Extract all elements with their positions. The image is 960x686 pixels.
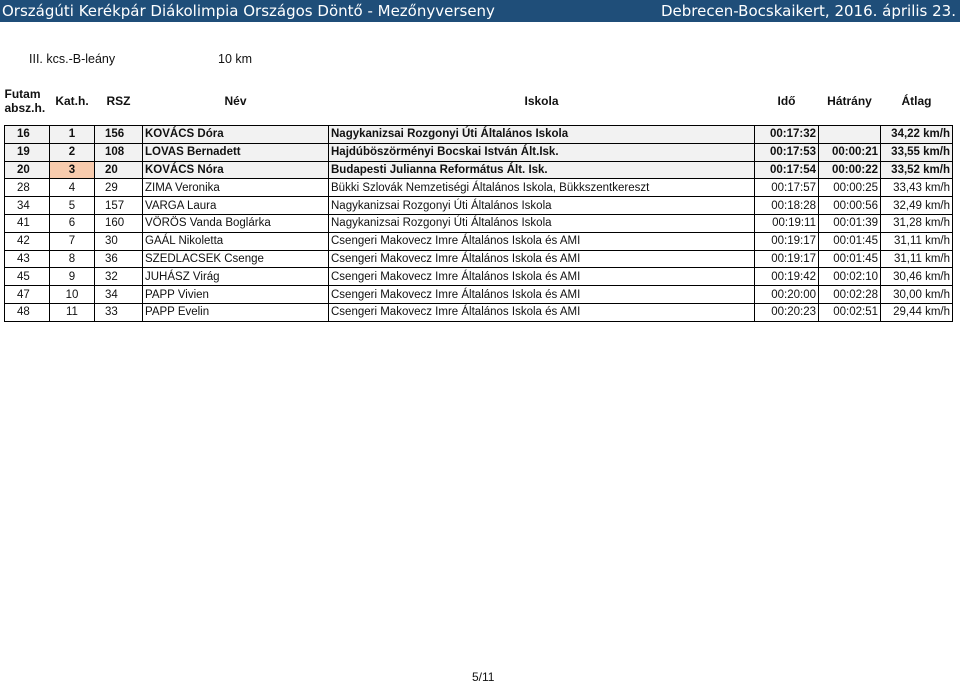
cell-nev: KOVÁCS Nóra	[143, 161, 329, 179]
cell-hatrany: 00:00:25	[819, 179, 881, 197]
header-atlag: Átlag	[901, 94, 932, 108]
category-distance: 10 km	[218, 52, 253, 66]
cell-ido: 00:19:11	[755, 214, 819, 232]
cell-hatrany: 00:00:56	[819, 197, 881, 215]
cell-nev: GAÁL Nikoletta	[143, 232, 329, 250]
cell-hatrany: 00:01:39	[819, 214, 881, 232]
cell-futam: 34	[5, 197, 50, 215]
cell-rsz: 157	[95, 197, 143, 215]
event-title: Országúti Kerékpár Diákolimpia Országos Döntő - Mezőnyverseny	[2, 2, 495, 20]
cell-ido: 00:19:17	[755, 232, 819, 250]
cell-kat: 2	[50, 143, 95, 161]
cell-atlag: 33,52 km/h	[881, 161, 953, 179]
results-body	[5, 126, 953, 322]
cell-iskola: Nagykanizsai Rozgonyi Úti Általános Iskola	[329, 197, 755, 215]
cell-nev: PAPP Evelin	[143, 303, 329, 321]
cell-nev: ZIMA Veronika	[143, 179, 329, 197]
cell-hatrany: 00:00:22	[819, 161, 881, 179]
cell-kat: 9	[50, 268, 95, 286]
cell-ido: 00:17:54	[755, 161, 819, 179]
cell-kat: 3	[50, 161, 95, 179]
cell-ido: 00:19:17	[755, 250, 819, 268]
cell-hatrany: 00:00:21	[819, 143, 881, 161]
cell-atlag: 33,43 km/h	[881, 179, 953, 197]
cell-nev: SZEDLACSEK Csenge	[143, 250, 329, 268]
cell-atlag: 30,00 km/h	[881, 286, 953, 304]
cell-atlag: 30,46 km/h	[881, 268, 953, 286]
event-location-date: Debrecen-Bocskaikert, 2016. április 23.	[660, 2, 956, 20]
header-hatrany: Hátrány	[827, 94, 872, 108]
cell-rsz: 30	[95, 232, 143, 250]
cell-rsz: 108	[95, 143, 143, 161]
cell-hatrany: 00:02:10	[819, 268, 881, 286]
cell-kat: 10	[50, 286, 95, 304]
table-row	[5, 250, 953, 268]
cell-atlag: 31,11 km/h	[881, 250, 953, 268]
cell-ido: 00:19:42	[755, 268, 819, 286]
cell-futam: 47	[5, 286, 50, 304]
header-ido: Idő	[777, 94, 796, 108]
cell-rsz: 156	[95, 126, 143, 144]
cell-hatrany	[819, 126, 881, 144]
table-row	[5, 143, 953, 161]
cell-nev: VARGA Laura	[143, 197, 329, 215]
cell-atlag: 29,44 km/h	[881, 303, 953, 321]
category-name: III. kcs.-B-leány	[29, 52, 116, 66]
cell-rsz: 160	[95, 214, 143, 232]
cell-hatrany: 00:02:51	[819, 303, 881, 321]
cell-kat: 7	[50, 232, 95, 250]
table-row	[5, 232, 953, 250]
results-table	[4, 80, 953, 322]
cell-futam: 42	[5, 232, 50, 250]
cell-nev: VÖRÖS Vanda Boglárka	[143, 214, 329, 232]
cell-futam: 41	[5, 214, 50, 232]
cell-nev: PAPP Vivien	[143, 286, 329, 304]
table-row	[5, 214, 953, 232]
cell-iskola: Csengeri Makovecz Imre Általános Iskola és AMI	[329, 232, 755, 250]
cell-ido: 00:17:32	[755, 126, 819, 144]
cell-rsz: 32	[95, 268, 143, 286]
cell-ido: 00:20:23	[755, 303, 819, 321]
cell-nev: LOVAS Bernadett	[143, 143, 329, 161]
table-row	[5, 179, 953, 197]
cell-futam: 19	[5, 143, 50, 161]
cell-iskola: Nagykanizsai Rozgonyi Úti Általános Iskola	[329, 214, 755, 232]
cell-ido: 00:17:53	[755, 143, 819, 161]
cell-iskola: Hajdúböszörményi Bocskai István Ált.Isk.	[329, 143, 755, 161]
header-futam: Futam absz.h.	[4, 87, 46, 115]
cell-futam: 45	[5, 268, 50, 286]
cell-kat: 4	[50, 179, 95, 197]
cell-futam: 16	[5, 126, 50, 144]
table-row	[5, 268, 953, 286]
table-row	[5, 126, 953, 144]
cell-hatrany: 00:01:45	[819, 232, 881, 250]
cell-iskola: Csengeri Makovecz Imre Általános Iskola és AMI	[329, 286, 755, 304]
cell-iskola: Csengeri Makovecz Imre Általános Iskola és AMI	[329, 268, 755, 286]
cell-kat: 11	[50, 303, 95, 321]
cell-futam: 20	[5, 161, 50, 179]
table-row	[5, 197, 953, 215]
cell-nev: JUHÁSZ Virág	[143, 268, 329, 286]
cell-atlag: 31,28 km/h	[881, 214, 953, 232]
cell-hatrany: 00:02:28	[819, 286, 881, 304]
cell-atlag: 33,55 km/h	[881, 143, 953, 161]
cell-ido: 00:18:28	[755, 197, 819, 215]
cell-futam: 43	[5, 250, 50, 268]
cell-atlag: 32,49 km/h	[881, 197, 953, 215]
table-row	[5, 161, 953, 179]
cell-atlag: 34,22 km/h	[881, 126, 953, 144]
cell-hatrany: 00:01:45	[819, 250, 881, 268]
cell-rsz: 34	[95, 286, 143, 304]
header-rsz: RSZ	[106, 94, 131, 108]
cell-kat: 8	[50, 250, 95, 268]
cell-iskola: Bükki Szlovák Nemzetiségi Általános Iskola, Bükkszentkereszt	[329, 179, 755, 197]
cell-kat: 5	[50, 197, 95, 215]
cell-rsz: 20	[95, 161, 143, 179]
cell-iskola: Csengeri Makovecz Imre Általános Iskola és AMI	[329, 303, 755, 321]
cell-rsz: 36	[95, 250, 143, 268]
table-row	[5, 303, 953, 321]
page-number: 5/11	[472, 670, 495, 684]
cell-nev: KOVÁCS Dóra	[143, 126, 329, 144]
cell-atlag: 31,11 km/h	[881, 232, 953, 250]
cell-iskola: Csengeri Makovecz Imre Általános Iskola és AMI	[329, 250, 755, 268]
header-kat: Kat.h.	[55, 94, 89, 108]
cell-futam: 48	[5, 303, 50, 321]
cell-rsz: 33	[95, 303, 143, 321]
cell-iskola: Nagykanizsai Rozgonyi Úti Általános Iskola	[329, 126, 755, 144]
header-nev: Név	[224, 94, 247, 108]
cell-futam: 28	[5, 179, 50, 197]
header-iskola: Iskola	[524, 94, 559, 108]
table-header-row	[5, 80, 953, 122]
cell-iskola: Budapesti Julianna Református Ált. Isk.	[329, 161, 755, 179]
cell-ido: 00:20:00	[755, 286, 819, 304]
cell-kat: 6	[50, 214, 95, 232]
cell-ido: 00:17:57	[755, 179, 819, 197]
cell-rsz: 29	[95, 179, 143, 197]
cell-kat: 1	[50, 126, 95, 144]
document-header	[0, 0, 960, 22]
table-row	[5, 286, 953, 304]
